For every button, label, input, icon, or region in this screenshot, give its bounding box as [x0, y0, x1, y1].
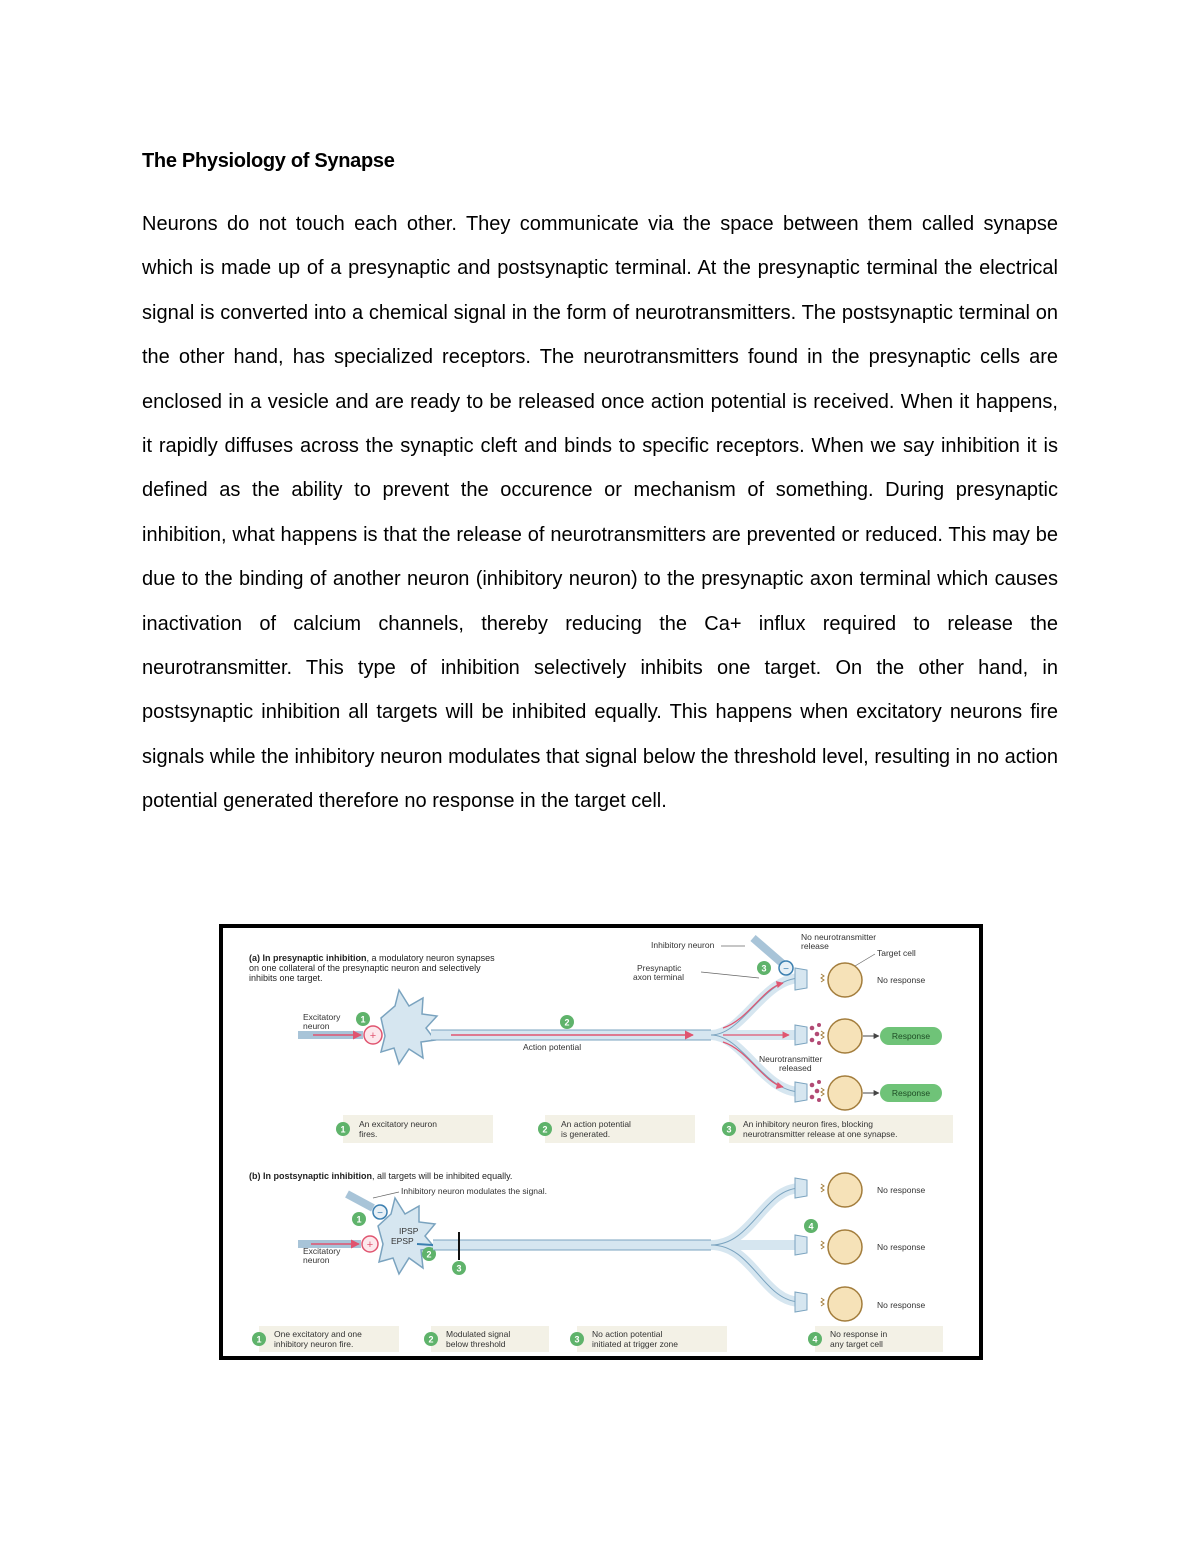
terminal-b-bottom [795, 1292, 807, 1312]
step-box-a-3-num: 3 [726, 1124, 732, 1135]
terminal-b-top [795, 1178, 807, 1198]
target-cell-a-3 [828, 1076, 862, 1110]
target-cell-a-1 [828, 963, 862, 997]
inhibitory-input-axon-b [347, 1194, 373, 1208]
step-box-a-1-line2: fires. [359, 1129, 378, 1139]
synapse-inhibition-figure [219, 924, 983, 1360]
step-box-a-2-num: 2 [542, 1124, 548, 1135]
step-box-a-2-line2: is generated. [561, 1129, 611, 1139]
step-box-a-2-line1: An action potential [561, 1119, 631, 1129]
step-box-b-1-num: 1 [256, 1334, 262, 1345]
label-no-response-b-3: No response [877, 1300, 926, 1310]
step-box-b-4-line2: any target cell [830, 1339, 883, 1349]
label-action-potential: Action potential [523, 1042, 582, 1052]
label-no-nt-release-2: release [801, 941, 829, 951]
leader-presynaptic [701, 972, 759, 978]
panel-a-heading-line3: inhibits one target. [249, 973, 323, 983]
plus-sign-b: + [366, 1239, 374, 1251]
step-box-b-1-line1: One excitatory and one [274, 1329, 362, 1339]
inhibitory-neuron-axon [753, 938, 783, 964]
step-1-marker-a-num: 1 [360, 1014, 366, 1025]
panel-a-heading: (a) In presynaptic inhibition, a modulatory neuron synapses [249, 953, 495, 963]
axon-branch-top [711, 978, 801, 1035]
label-excitatory-a-1: Excitatory [303, 1012, 341, 1022]
leader-target-cell [855, 954, 875, 966]
label-no-nt-release-1: No neurotransmitter [801, 932, 877, 942]
label-target-cell: Target cell [877, 948, 916, 958]
receptors-a [821, 974, 824, 1096]
label-no-response-b-1: No response [877, 1185, 926, 1195]
label-inhibitory-neuron: Inhibitory neuron [651, 940, 715, 950]
step-1-marker-b-num: 1 [356, 1214, 362, 1225]
target-cell-b-2 [828, 1230, 862, 1264]
step-box-b-1-line2: inhibitory neuron fire. [274, 1339, 354, 1349]
step-box-a-3-line1: An inhibitory neuron fires, blocking [743, 1119, 873, 1129]
label-epsp: EPSP [391, 1236, 414, 1246]
step-box-b-4-num: 4 [812, 1334, 818, 1345]
step-4-marker-b-num: 4 [808, 1221, 814, 1232]
target-cell-a-2 [828, 1019, 862, 1053]
step-box-b-2-line1: Modulated signal [446, 1329, 511, 1339]
step-box-a-1-num: 1 [340, 1124, 346, 1135]
step-2-marker-a-num: 2 [564, 1017, 570, 1028]
minus-sign-b: − [377, 1208, 383, 1219]
target-cell-b-3 [828, 1287, 862, 1321]
step-3-marker-a-num: 3 [761, 963, 767, 974]
receptors-b [821, 1184, 824, 1306]
step-box-a-1-line1: An excitatory neuron [359, 1119, 437, 1129]
step-box-b-2-num: 2 [428, 1334, 434, 1345]
step-box-a-3-line2: neurotransmitter release at one synapse. [743, 1129, 898, 1139]
label-nt-released-1: Neurotransmitter [759, 1054, 823, 1064]
target-cell-b-1 [828, 1173, 862, 1207]
step-box-b-3-line2: initiated at trigger zone [592, 1339, 678, 1349]
label-ipsp: IPSP [399, 1226, 419, 1236]
minus-sign: − [783, 964, 789, 975]
label-no-response-b-2: No response [877, 1242, 926, 1252]
step-box-b-4-line1: No response in [830, 1329, 888, 1339]
terminal-mid [795, 1025, 807, 1045]
axon-b-branch-bottom [711, 1245, 801, 1302]
axon-b-branch-top [711, 1188, 801, 1245]
step-box-b-3-line1: No action potential [592, 1329, 663, 1339]
label-presynaptic-1: Presynaptic [637, 963, 682, 973]
figure-svg [223, 928, 979, 1356]
terminal-b-mid [795, 1235, 807, 1255]
label-modulates: Inhibitory neuron modulates the signal. [401, 1186, 548, 1196]
page-title: The Physiology of Synapse [142, 150, 395, 172]
panel-b [249, 1171, 943, 1352]
step-3-marker-b-num: 3 [456, 1263, 462, 1274]
body-paragraph: Neurons do not touch each other. They communicate via the space between them called synapse which is made up of a presynaptic and postsynaptic terminal. At the presynaptic terminal the electrical signal is converted into a chemical signal in the form of neurotransmitters. The postsynaptic terminal on the other hand, has specialized receptors. The neurotransmitters found in the presynaptic cells are enclosed in a vesicle and are ready to be released once action potential is received. When it happens, it rapidly diffuses across the synaptic cleft and binds to specific receptors. When we say inhibition it is defined as the ability to prevent the occurence or mechanism of something. During presynaptic inhibition, what happens is that the release of neurotransmitters are prevented or reduced. This may be due to the binding of another neuron (inhibitory neuron) to the presynaptic axon terminal which causes inactivation of calcium channels, thereby reducing the Ca+ influx required to release the neurotransmitter. This type of inhibition selectively inhibits one target. On the other hand, in postsynaptic inhibition all targets will be inhibited equally. This happens when excitatory neurons fire signals while the inhibitory neuron modulates that signal below the threshold level, resulting in no action potential generated therefore no response in the target cell. [142, 213, 1058, 813]
panel-a [249, 932, 953, 1143]
label-excitatory-b-2: neuron [303, 1255, 330, 1265]
excitatory-neuron-body [381, 990, 437, 1064]
response-label-2: Response [891, 1088, 931, 1098]
panel-a-heading-line2: on one collateral of the presynaptic neuron and selectively [249, 963, 481, 973]
label-presynaptic-2: axon terminal [633, 972, 685, 982]
response-label-1: Response [891, 1031, 931, 1041]
plus-sign: + [369, 1030, 377, 1042]
step-box-b-3-num: 3 [574, 1334, 580, 1345]
label-no-response-a: No response [877, 975, 926, 985]
step-box-b-2-line2: below threshold [446, 1339, 506, 1349]
panel-b-heading: (b) In postsynaptic inhibition, all targets will be inhibited equally. [249, 1171, 513, 1181]
label-excitatory-a-2: neuron [303, 1021, 330, 1031]
terminal-bottom [795, 1082, 807, 1102]
terminal-top [795, 968, 807, 990]
step-2-marker-b-num: 2 [426, 1249, 432, 1260]
label-excitatory-b-1: Excitatory [303, 1246, 341, 1256]
label-nt-released-2: released [779, 1063, 812, 1073]
